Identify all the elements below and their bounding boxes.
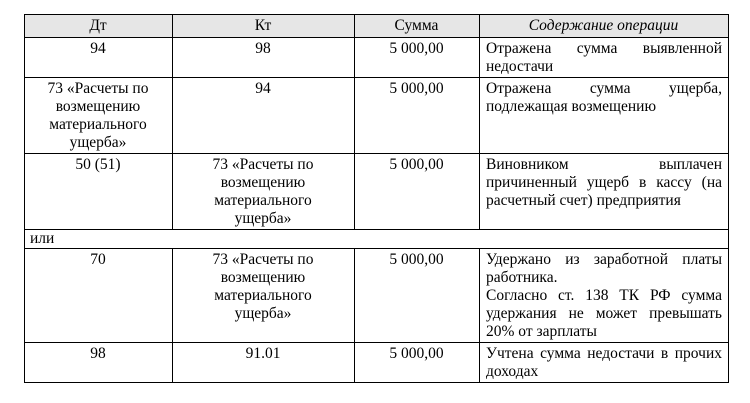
- line-row2-bottom: [24, 153, 729, 154]
- line-or-bottom: [24, 248, 729, 249]
- line-col3-upper: [479, 14, 480, 230]
- row1-kt: 98: [255, 40, 271, 57]
- row5-desc: Учтена сумма недостачи в прочих доходах: [486, 345, 722, 380]
- row1-desc: Отражена сумма выявленной недостачи: [486, 40, 722, 75]
- row2-sum: 5 000,00: [389, 80, 444, 97]
- header-dt: Дт: [89, 17, 107, 34]
- header-desc: Содержание операции: [528, 17, 679, 34]
- row4-kt: 73 «Расчеты по возмещению материального ущерба»: [212, 251, 314, 322]
- line-right: [728, 14, 729, 383]
- row1-dt: 94: [90, 40, 106, 57]
- row3-kt: 73 «Расчеты по возмещению материального ущерба»: [212, 156, 314, 227]
- row2-kt: 94: [255, 80, 271, 97]
- line-row4-bottom: [24, 342, 729, 343]
- row4-desc: Удержано из заработной платы работника.: [486, 251, 722, 286]
- line-left: [24, 14, 25, 383]
- row2-dt: 73 «Расчеты по возмещению материального ущерба»: [47, 80, 149, 151]
- line-table-bottom: [24, 382, 729, 383]
- line-top: [24, 14, 729, 15]
- row3-sum: 5 000,00: [389, 156, 444, 173]
- row2-desc: Отражена сумма ущерба, подлежащая возмещению: [486, 80, 722, 115]
- row4-dt: 70: [90, 251, 106, 268]
- header-kt: Кт: [254, 17, 272, 34]
- line-row1-bottom: [24, 77, 729, 78]
- row5-kt: 91.01: [245, 345, 281, 362]
- row3-dt: 50 (51): [75, 156, 121, 173]
- row5-sum: 5 000,00: [389, 345, 444, 362]
- line-col3-lower: [479, 248, 480, 383]
- row4-desc-note: Согласно ст. 138 ТК РФ сумма удержания не может превышать 20% от зарплаты: [486, 287, 722, 340]
- line-header-bottom: [24, 37, 729, 38]
- row5-dt: 98: [90, 345, 106, 362]
- row3-desc: Виновником выплачен причиненный ущерб в кассу (на расчетный счет) предприятия: [486, 156, 722, 209]
- row1-sum: 5 000,00: [389, 40, 444, 57]
- header-sum: Сумма: [394, 17, 439, 34]
- or-label: или: [30, 230, 55, 247]
- row4-sum: 5 000,00: [389, 251, 444, 268]
